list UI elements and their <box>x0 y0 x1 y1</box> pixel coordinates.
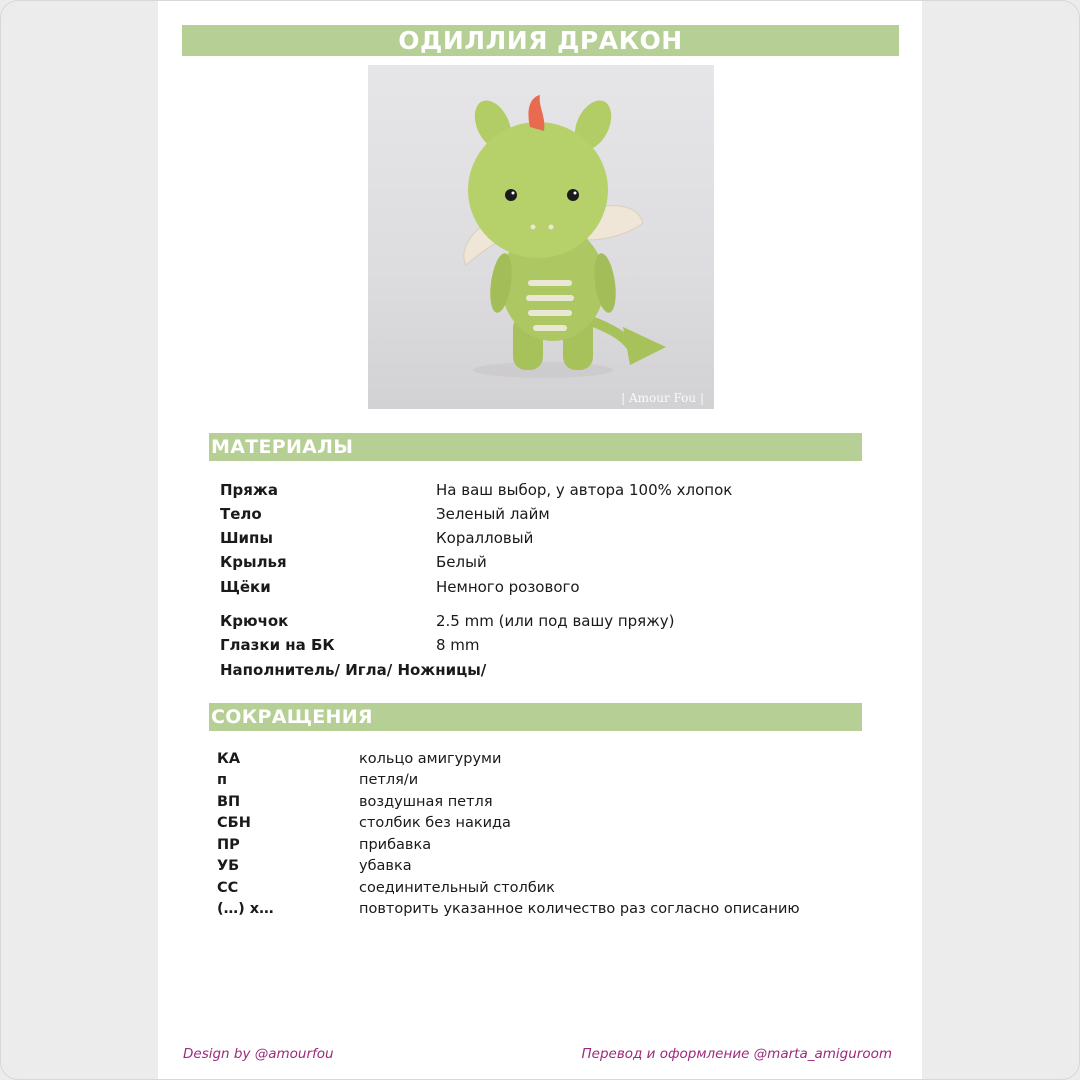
abbreviation-term: КА <box>217 751 241 767</box>
material-value: 2.5 mm (или под вашу пряжу) <box>436 612 675 630</box>
abbreviation-term: СБН <box>217 815 251 831</box>
abbreviation-term: (…) x… <box>217 901 274 917</box>
abbreviation-meaning: петля/и <box>359 772 419 788</box>
material-value: Немного розового <box>436 578 580 596</box>
abbreviation-meaning: убавка <box>359 858 412 874</box>
dragon-photo <box>368 65 714 409</box>
materials-heading: МАТЕРИАЛЫ <box>209 433 862 461</box>
page-title: ОДИЛЛИЯ ДРАКОН <box>182 25 899 56</box>
abbreviations-heading: СОКРАЩЕНИЯ <box>209 703 862 731</box>
photo-watermark: | Amour Fou | <box>621 391 704 405</box>
abbreviation-term: УБ <box>217 858 240 874</box>
material-label: Щёки <box>220 578 271 596</box>
material-label: Шипы <box>220 529 273 547</box>
material-label: Крючок <box>220 612 289 630</box>
crochet-dragon-illustration <box>368 65 714 409</box>
material-label: Глазки на БК <box>220 636 335 654</box>
material-label: Наполнитель/ Игла/ Ножницы/ <box>220 661 487 679</box>
footer-design-credit: Design by @amourfou <box>183 1046 334 1062</box>
footer-translation-credit: Перевод и оформление @marta_amiguroom <box>581 1046 892 1062</box>
material-value: Белый <box>436 553 487 571</box>
abbreviation-term: п <box>217 772 228 788</box>
abbreviation-meaning: столбик без накида <box>359 815 511 831</box>
material-label: Крылья <box>220 553 287 571</box>
material-label: Тело <box>220 505 262 523</box>
abbreviation-meaning: соединительный столбик <box>359 880 555 896</box>
abbreviation-meaning: повторить указанное количество раз согласно описанию <box>359 901 800 917</box>
abbreviation-meaning: прибавка <box>359 837 432 853</box>
material-label: Пряжа <box>220 481 278 499</box>
material-value: 8 mm <box>436 636 480 654</box>
abbreviation-term: СС <box>217 880 239 896</box>
abbreviation-meaning: воздушная петля <box>359 794 493 810</box>
material-value: Зеленый лайм <box>436 505 550 523</box>
material-value: На ваш выбор, у автора 100% хлопок <box>436 481 733 499</box>
abbreviation-term: ПР <box>217 837 240 853</box>
material-value: Коралловый <box>436 529 534 547</box>
abbreviation-term: ВП <box>217 794 241 810</box>
abbreviation-meaning: кольцо амигуруми <box>359 751 502 767</box>
